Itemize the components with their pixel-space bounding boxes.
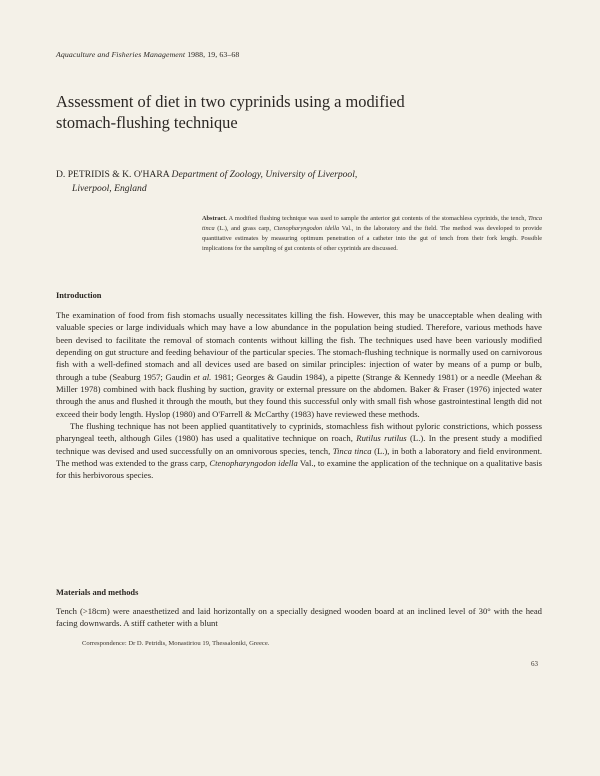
intro-p1-text-1: The examination of food from fish stomachs usually necessitates killing the fish. However, this may be unacceptable when dealing with valuable species or large individuals which may have a low abundance in the population being studied. Therefore, various methods have been devised to facilitate the removal of stomach contents without killing the fish. The techniques used have been variously modified depending on gut structure and feeding behaviour of the particular species. The stomach-flushing technique is normally used on carnivorous fish with a well-defined stomach and all devices used are based on similar principles: injection of water by means of a pump or bulb, through a tube (Seaburg 1957; Gaudin [56, 310, 542, 382]
intro-paragraph-2 [56, 420, 542, 482]
abstract-species-2: Ctenopharyngodon idella [273, 225, 340, 232]
intro-p1-text-2: 1981; Georges & Gaudin 1984), a pipette (Strange & Kennedy 1981) or a needle (Meehan & Miller 1978) combined with back flushing by suction, gravity or external pressure on the abdomen. Baker & Fraser (1976) injected water through the anus and flushed it through the mouth, but they found this successful only with small fish whose gastrointestinal length did not exceed their body length. Hyslop (1980) and O'Farrell & McCarthy (1983) have reviewed these methods. [56, 371, 543, 419]
abstract-species-1: Tinca tinca [202, 215, 542, 232]
intro-p2-species-1: Rutilus rutilus [356, 433, 407, 444]
correspondence-footnote: Correspondence: Dr D. Petridis, Monastiriou 19, Thessaloniki, Greece. [82, 640, 270, 647]
introduction-body [56, 309, 542, 482]
affiliation-line-1: Department of Zoology, University of Liverpool, [171, 169, 358, 180]
intro-p1-etal: et al. [193, 371, 212, 382]
abstract-label: Abstract. [202, 215, 228, 222]
abstract [202, 214, 542, 254]
intro-paragraph-1 [56, 309, 542, 420]
intro-p2-text-2: (L.). In the present study a modified technique was devised and used successfully on an omnivorous species, tench, [56, 433, 542, 456]
title-line-1: Assessment of diet in two cyprinids using a modified [56, 92, 405, 111]
journal-name: Aquaculture and Fisheries Management [56, 50, 186, 59]
abstract-text-3: Val., in the laboratory and the field. The method was developed to provide quantitative estimates by measuring optimum penetration of a catheter into the gut of tench from their fork length. Possible implications for the sampling of gut contents of other cyprinids are discussed. [202, 225, 543, 252]
methods-body [56, 605, 542, 630]
affiliation-line-2: Liverpool, England [72, 183, 147, 194]
intro-p2-species-3: Ctenopharyngodon idella [209, 458, 298, 469]
title-line-2: stomach-flushing technique [56, 112, 238, 132]
intro-p2-species-2: Tinca tinca [332, 445, 372, 456]
intro-p2-text-1: The flushing technique has not been applied quantitatively to cyprinids, stomachless fish without pyloric constrictions, which possess pharyngeal teeth, although Giles (1980) has used a qualitative technique on roach, [56, 421, 542, 444]
article-title [56, 92, 536, 133]
page-number: 63 [531, 660, 538, 668]
abstract-text-2: (L.), and grass carp, [217, 225, 271, 232]
journal-header [56, 50, 239, 59]
author-block [56, 168, 536, 196]
methods-paragraph-1: Tench (>18cm) were anaesthetized and laid horizontally on a specially designed wooden board at an inclined level of 30° with the head facing downwards. A stiff catheter with a blunt [56, 606, 542, 629]
abstract-text-1: A modified flushing technique was used to sample the anterior gut contents of the stomachless cyprinids, the tench, [228, 215, 527, 222]
intro-p2-text-4: Val., to examine the application of the technique on a qualitative basis for this herbivorous species. [56, 458, 543, 481]
introduction-heading: Introduction [56, 291, 102, 300]
author-names: D. PETRIDIS & K. O'HARA [56, 169, 170, 180]
volume-info: 1988, 19, 63–68 [187, 50, 240, 59]
intro-p2-text-3: (L.), in both a laboratory and field environment. The method was extended to the grass carp, [56, 445, 542, 469]
methods-heading: Materials and methods [56, 588, 139, 597]
